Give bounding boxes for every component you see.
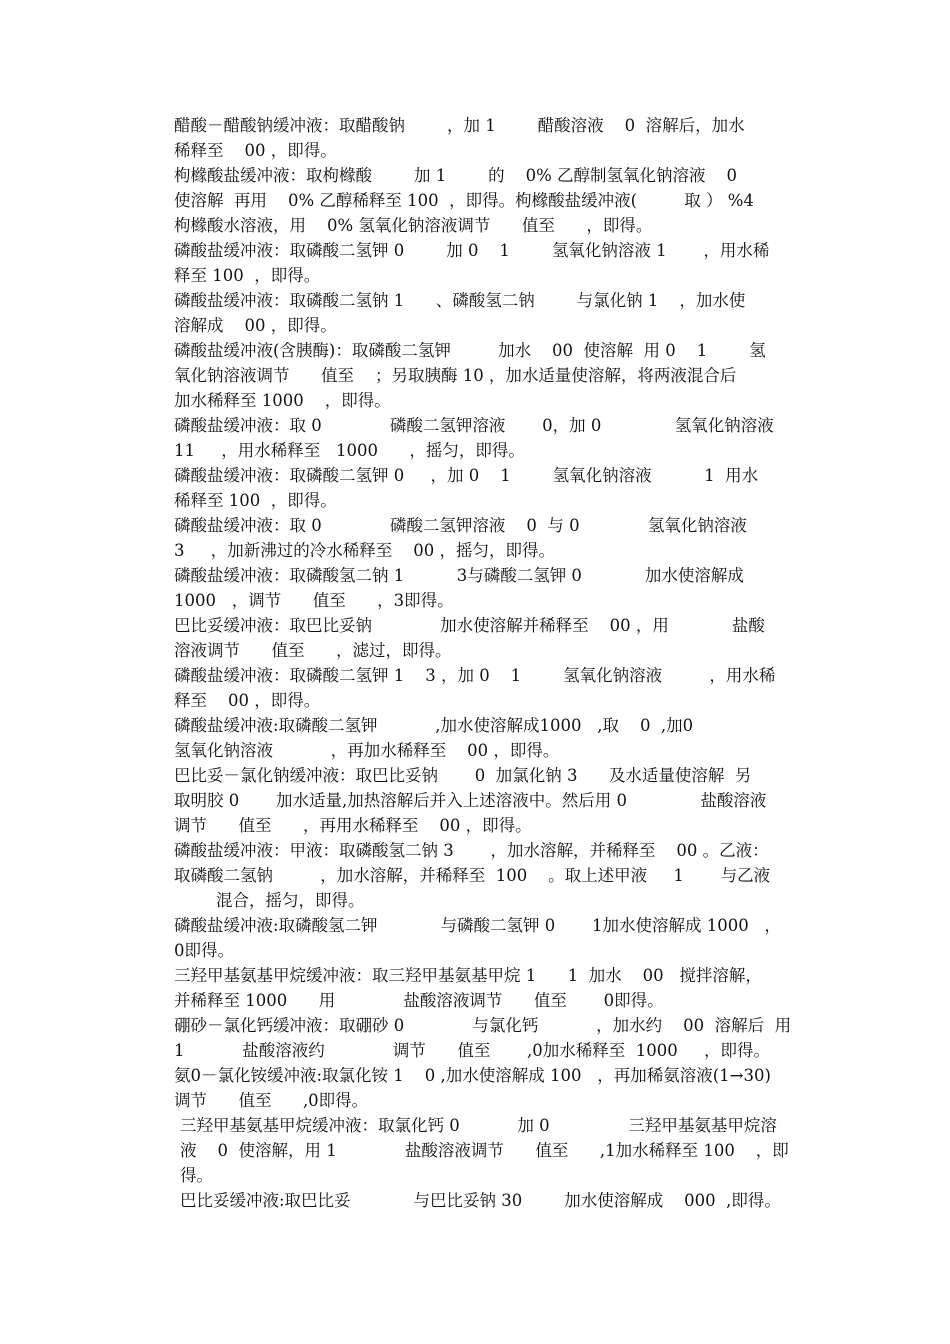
text-line: 磷酸盐缓冲液：取磷酸氢二钠 1 3与磷酸二氢钾 0 加水使溶解成 <box>174 566 744 585</box>
text-line: 溶液调节 值至 ，滤过，即得。 <box>174 641 452 660</box>
text-line: 磷酸盐缓冲液：取磷酸二氢钾 0 加 0 1 氢氧化钠溶液 1 ，用水稀 <box>174 241 770 260</box>
text-line: 磷酸盐缓冲液：取 0 磷酸二氢钾溶液 0 与 0 氢氧化钠溶液 <box>174 516 747 535</box>
text-line: 氢氧化钠溶液 ，再加水稀释至 00 ，即得。 <box>174 741 560 760</box>
text-line: 硼砂－氯化钙缓冲液：取硼砂 0 与氯化钙 ，加水约 00 溶解后 用 <box>174 1016 792 1035</box>
text-line: 三羟甲基氨基甲烷缓冲液：取氯化钙 0 加 0 三羟甲基氨基甲烷溶 <box>180 1116 777 1135</box>
text-line: 枸橼酸盐缓冲液：取枸橼酸 加 1 的 0% 乙醇制氢氧化钠溶液 0 <box>174 166 738 185</box>
text-line: 取磷酸二氢钠 ，加水溶解，并稀释至 100 。取上述甲液 1 与乙液 <box>174 866 771 885</box>
text-line: 磷酸盐缓冲液：取磷酸二氢钾 0 ，加 0 1 氢氧化钠溶液 1 用水 <box>174 466 759 485</box>
text-line: 释至 100 ，即得。 <box>174 266 321 285</box>
text-line: 巴比妥－氯化钠缓冲液：取巴比妥钠 0 加氯化钠 3 及水适量使溶解 另 <box>174 766 752 785</box>
text-line: 巴比妥缓冲液:取巴比妥 与巴比妥钠 30 加水使溶解成 000 ,即得。 <box>180 1191 781 1210</box>
text-line: 混合，摇匀，即得。 <box>174 891 365 910</box>
text-line: 枸橼酸水溶液，用 0% 氢氧化钠溶液调节 值至 ，即得。 <box>174 216 653 235</box>
text-line: 三羟甲基氨基甲烷缓冲液：取三羟甲基氨基甲烷 1 1 加水 00 搅拌溶解， <box>174 966 762 985</box>
text-line: 并稀释至 1000 用 盐酸溶液调节 值至 0即得。 <box>174 991 664 1010</box>
text-line: 释至 00 ，即得。 <box>174 691 321 710</box>
text-line: 加水稀释至 1000 ，即得。 <box>174 391 391 410</box>
text-line: 磷酸盐缓冲液：取 0 磷酸二氢钾溶液 0，加 0 氢氧化钠溶液 <box>174 416 774 435</box>
text-line: 使溶解 再用 0% 乙醇稀释至 100 ，即得。枸橼酸盐缓冲液( 取 ） %4 <box>174 191 754 210</box>
text-line: 调节 值至 ，再用水稀释至 00 ，即得。 <box>174 816 532 835</box>
text-line: 磷酸盐缓冲液:取磷酸氢二钾 与磷酸二氢钾 0 1加水使溶解成 1000 ， <box>174 916 781 935</box>
text-line: 磷酸盐缓冲液：取磷酸二氢钠 1 、磷酸氢二钠 与氯化钠 1 ，加水使 <box>174 291 746 310</box>
text-line: 3 ，加新沸过的冷水稀释至 00 ，摇匀，即得。 <box>174 541 555 560</box>
text-line: 磷酸盐缓冲液(含胰酶)：取磷酸二氢钾 加水 00 使溶解 用 0 1 氢 <box>174 341 766 360</box>
text-line: 磷酸盐缓冲液：取磷酸二氢钾 1 3 ，加 0 1 氢氧化钠溶液 ，用水稀 <box>174 666 776 685</box>
text-line: 氧化钠溶液调节 值至 ；另取胰酶 10 ，加水适量使溶解，将两液混合后 <box>174 366 737 385</box>
text-line: 得。 <box>180 1166 213 1185</box>
text-line: 0即得。 <box>174 941 234 960</box>
text-line: 氨0－氯化铵缓冲液:取氯化铵 1 0 ,加水使溶解成 100 ，再加稀氨溶液(1→30) <box>174 1066 771 1085</box>
text-line: 调节 值至 ,0即得。 <box>174 1091 369 1110</box>
text-line: 稀释至 00 ，即得。 <box>174 141 337 160</box>
text-line: 巴比妥缓冲液：取巴比妥钠 加水使溶解并稀释至 00 ，用 盐酸 <box>174 616 765 635</box>
text-line: 取明胶 0 加水适量,加热溶解后并入上述溶液中。然后用 0 盐酸溶液 <box>174 791 767 810</box>
text-line: 磷酸盐缓冲液:取磷酸二氢钾 ,加水使溶解成1000 ,取 0 ,加0 <box>174 716 694 735</box>
text-line: 液 0 使溶解，用 1 盐酸溶液调节 值至 ,1加水稀释至 100 ，即 <box>180 1141 789 1160</box>
text-line: 1 盐酸溶液约 调节 值至 ,0加水稀释至 1000 ，即得。 <box>174 1041 771 1060</box>
text-line: 溶解成 00 ，即得。 <box>174 316 337 335</box>
text-line: 1000 ，调节 值至 ，3即得。 <box>174 591 454 610</box>
text-line: 醋酸－醋酸钠缓冲液：取醋酸钠 ，加 1 醋酸溶液 0 溶解后，加水 <box>174 116 745 135</box>
text-line: 11 ，用水稀释至 1000 ，摇匀，即得。 <box>174 441 525 460</box>
text-line: 磷酸盐缓冲液：甲液：取磷酸氢二钠 3 ，加水溶解，并稀释至 00 。乙液： <box>174 841 769 860</box>
text-line: 稀释至 100 ，即得。 <box>174 491 337 510</box>
